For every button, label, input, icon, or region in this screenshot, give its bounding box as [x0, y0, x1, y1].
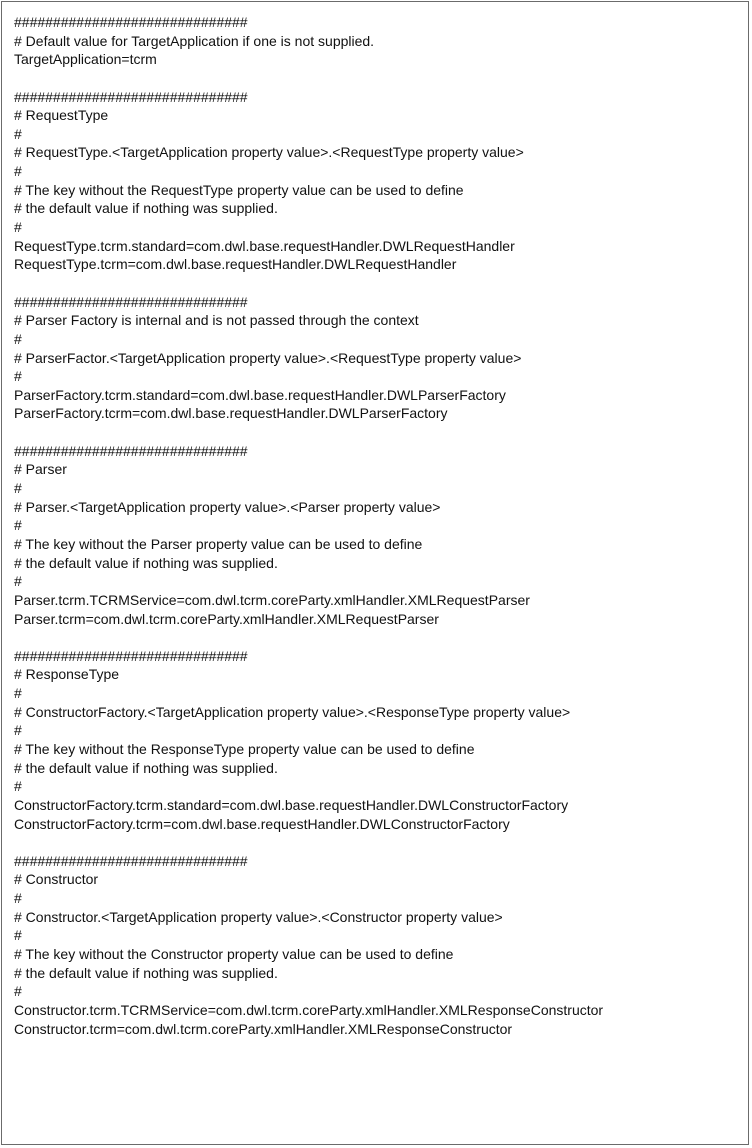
properties-listing — [2, 13, 750, 1038]
property-line: TargetApplication=tcrm — [14, 51, 157, 68]
comment-line: # — [14, 368, 22, 385]
comment-line: # Parser Factory is internal and is not passed through the context — [14, 312, 419, 329]
comment-line: # Default value for TargetApplication if one is not supplied. — [14, 32, 375, 49]
comment-line: # — [14, 517, 22, 534]
blank-line — [14, 274, 750, 293]
property-line: Constructor.tcrm=com.dwl.tcrm.coreParty.xmlHandler.XMLResponseConstructor — [14, 1020, 513, 1037]
comment-line: # Parser — [14, 461, 67, 478]
comment-line: # The key without the RequestType property value can be used to define — [14, 181, 464, 198]
comment-line: # — [14, 778, 22, 795]
comment-line: # The key without the Parser property value can be used to define — [14, 535, 423, 552]
property-line: ConstructorFactory.tcrm=com.dwl.base.requestHandler.DWLConstructorFactory — [14, 815, 510, 832]
comment-line: # RequestType — [14, 107, 109, 124]
separator-line: ############################## — [14, 647, 248, 664]
comment-line: # — [14, 722, 22, 739]
comment-line: # ResponseType — [14, 666, 120, 683]
comment-line: # Parser.<TargetApplication property value>.<Parser property value> — [14, 498, 441, 515]
separator-line: ############################## — [14, 852, 248, 869]
property-line: ConstructorFactory.tcrm.standard=com.dwl.base.requestHandler.DWLConstructorFactory — [14, 796, 569, 813]
comment-line: # The key without the Constructor property value can be used to define — [14, 946, 454, 963]
comment-line: # — [14, 890, 22, 907]
comment-line: # the default value if nothing was supplied. — [14, 964, 278, 981]
comment-line: # — [14, 480, 22, 497]
comment-line: # The key without the ResponseType property value can be used to define — [14, 740, 475, 757]
separator-line: ############################## — [14, 293, 248, 310]
blank-line — [14, 628, 750, 647]
blank-line — [14, 423, 750, 442]
separator-line: ############################## — [14, 88, 248, 105]
comment-line: # — [14, 219, 22, 236]
property-line: Parser.tcrm.TCRMService=com.dwl.tcrm.coreParty.xmlHandler.XMLRequestParser — [14, 591, 530, 608]
comment-line: # ConstructorFactory.<TargetApplication property value>.<ResponseType property value> — [14, 703, 571, 720]
comment-line: # RequestType.<TargetApplication property value>.<RequestType property value> — [14, 144, 524, 161]
property-line: ParserFactory.tcrm=com.dwl.base.requestHandler.DWLParserFactory — [14, 405, 448, 422]
comment-line: # Constructor.<TargetApplication property value>.<Constructor property value> — [14, 908, 503, 925]
comment-line: # ParserFactor.<TargetApplication property value>.<RequestType property value> — [14, 349, 522, 366]
property-line: Parser.tcrm=com.dwl.tcrm.coreParty.xmlHandler.XMLRequestParser — [14, 610, 439, 627]
comment-line: # — [14, 685, 22, 702]
blank-line — [14, 833, 750, 852]
listing-frame — [1, 1, 749, 1145]
comment-line: # — [14, 927, 22, 944]
property-line: RequestType.tcrm.standard=com.dwl.base.requestHandler.DWLRequestHandler — [14, 237, 515, 254]
comment-line: # the default value if nothing was supplied. — [14, 554, 278, 571]
property-line: RequestType.tcrm=com.dwl.base.requestHandler.DWLRequestHandler — [14, 256, 457, 273]
property-line: Constructor.tcrm.TCRMService=com.dwl.tcrm.coreParty.xmlHandler.XMLResponseConstructor — [14, 1001, 604, 1018]
property-line: ParserFactory.tcrm.standard=com.dwl.base.requestHandler.DWLParserFactory — [14, 386, 506, 403]
comment-line: # the default value if nothing was supplied. — [14, 759, 278, 776]
comment-line: # the default value if nothing was supplied. — [14, 200, 278, 217]
blank-line — [14, 69, 750, 88]
comment-line: # Constructor — [14, 871, 99, 888]
comment-line: # — [14, 125, 22, 142]
separator-line: ############################## — [14, 14, 248, 30]
comment-line: # — [14, 983, 22, 1000]
comment-line: # — [14, 163, 22, 180]
comment-line: # — [14, 330, 22, 347]
comment-line: # — [14, 573, 22, 590]
separator-line: ############################## — [14, 442, 248, 459]
